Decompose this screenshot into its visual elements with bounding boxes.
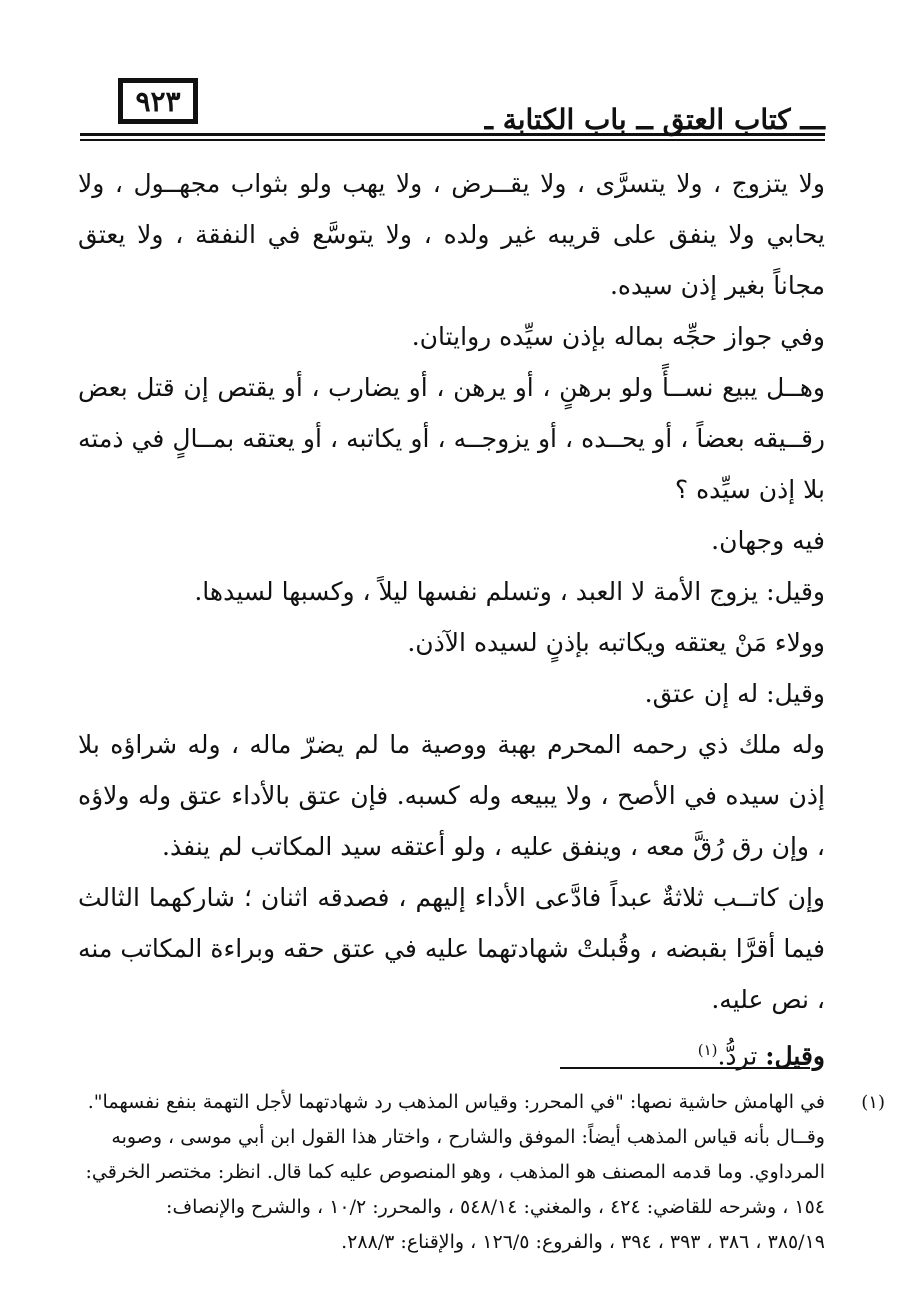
footnote <box>78 1085 885 1260</box>
header-rule <box>80 133 825 136</box>
paragraph: وقيل: له إن عتق. <box>644 679 825 708</box>
footnote-line: في الهامش حاشية نصها: "في المحرر: وقياس المذهب رد شهادتهما لأجل التهمة بنفع نفسهما". <box>87 1091 825 1113</box>
footnote-marker: (١) <box>861 1092 885 1113</box>
paragraph: وهــل يبيع نســأً ولو برهنٍ ، أو يرهن ، أو يضارب ، أو يقتص إن قتل بعض رقــيقه بعضاً ، أو يحــده ، أو يزوجــه ، أو يكاتبه ، أو يعتقه بمــالٍ في ذمته بلا إذن سيِّده ؟ <box>78 373 825 504</box>
paragraph: وإن كاتــب ثلاثةٌ عبداً فادَّعى الأداء إليهم ، فصدقه اثنان ؛ شاركهما الثالث فيما أقرَّا بقبضه ، وقُبلتْ شهادتهما عليه في عتق حقه وبراءة المكاتب منه ، نص عليه. <box>78 883 825 1014</box>
paragraph: وقيل: يزوج الأمة لا العبد ، وتسلم نفسها ليلاً ، وكسبها لسيدها. <box>194 577 825 606</box>
footnote-line: وقــال بأنه قياس المذهب أيضاً: الموفق والشارح ، واختار هذا القول ابن أبي موسى ، وصوبه <box>111 1126 825 1148</box>
footnote-reference[interactable]: (١) <box>697 1041 718 1059</box>
last-line-text: تردُّ. <box>717 1041 766 1071</box>
paragraph: فيه وجهان. <box>711 526 825 555</box>
running-title: ـــ كتاب العتق ــ باب الكتابة ـ <box>484 103 825 136</box>
paragraph: وله ملك ذي رحمه المحرم بهبة ووصية ما لم يضرّ ماله ، وله شراؤه بلا إذن سيده في الأصح ، ولا يبيعه وله كسبه. فإن عتق بالأداء عتق وله ولاؤه ، وإن رق رُقَّ معه ، وينفق عليه ، ولو أعتقه سيد المكاتب لم ينفذ. <box>78 730 825 861</box>
page-number: ٩٢٣ <box>118 78 198 124</box>
paragraph: وولاء مَنْ يعتقه ويكاتبه بإذنٍ لسيده الآذن. <box>407 628 825 657</box>
main-text <box>78 158 825 1081</box>
footnote-separator <box>560 1067 810 1069</box>
paragraph: وفي جواز حجِّه بماله بإذن سيِّده روايتان. <box>411 322 825 351</box>
paragraph-last <box>78 1025 825 1081</box>
qila-bold-label: وقيل: <box>765 1041 825 1071</box>
footnote-line: المرداوي. وما قدمه المصنف هو المذهب ، وهو المنصوص عليه كما قال. انظر: مختصر الخرقي: <box>85 1161 825 1183</box>
footnote-line: ١٥٤ ، وشرحه للقاضي: ٤٢٤ ، والمغني: ٥٤٨/١٤ ، والمحرر: ١٠/٢ ، والشرح والإنصاف: <box>166 1196 825 1218</box>
paragraph: ولا يتزوج ، ولا يتسرَّى ، ولا يقــرض ، ولا يهب ولو بثواب مجهــول ، ولا يحابي ولا ينفق على قريبه غير ولده ، ولا يتوسَّع في النفقة ، ولا يعتق مجاناً بغير إذن سيده. <box>78 169 825 300</box>
header-rule-secondary <box>80 139 825 141</box>
footnote-line: ٣٨٥/١٩ ، ٣٨٦ ، ٣٩٣ ، ٣٩٤ ، والفروع: ١٢٦/٥ ، والإقناع: ٢٨٨/٣. <box>341 1231 825 1253</box>
